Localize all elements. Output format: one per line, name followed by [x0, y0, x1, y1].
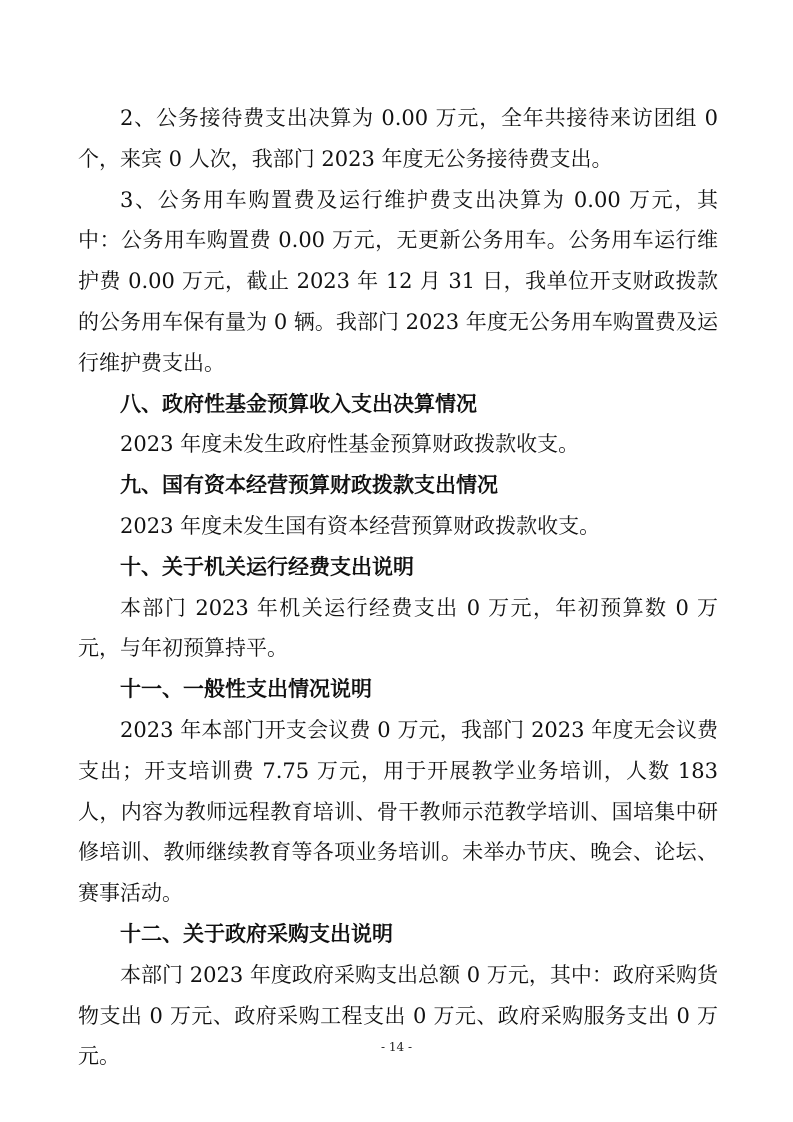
section-heading-11: 十一、一般性支出情况说明 — [120, 677, 372, 702]
document-body — [78, 98, 718, 1077]
paragraph-vehicle-expense: 3、公务用车购置费及运行维护费支出决算为 0.00 万元，其中：公务用车购置费 0.00 万元，无更新公务用车。公务用车运行维护费 0.00 万元，截止 2023 年 12 月 31 日，我单位开支财政拨款的公务用车保有量为 0 辆。我部门 2023 年度无公务用车购置费及运行维护费支出。 — [78, 187, 718, 375]
page-number: - 14 - — [380, 1040, 412, 1054]
section-heading-9: 九、国有资本经营预算财政拨款支出情况 — [120, 473, 498, 498]
paragraph-procurement: 本部门 2023 年度政府采购支出总额 0 万元，其中：政府采购货物支出 0 万元、政府采购工程支出 0 万元、政府采购服务支出 0 万元。 — [78, 962, 718, 1069]
paragraph-general-expense: 2023 年本部门开支会议费 0 万元，我部门 2023 年度无会议费支出；开支培训费 7.75 万元，用于开展教学业务培训，人数 183 人，内容为教师远程教育培训、骨干教师示范教学培训、国培集中研修培训、教师继续教育等各项业务培训。未举办节庆、晚会、论坛、赛事活动。 — [78, 717, 718, 906]
section-heading-10: 十、关于机关运行经费支出说明 — [120, 554, 414, 579]
paragraph-reception-expense: 2、公务接待费支出决算为 0.00 万元，全年共接待来访团组 0 个，来宾 0 人次，我部门 2023 年度无公务接待费支出。 — [78, 106, 718, 171]
paragraph-government-fund: 2023 年度未发生政府性基金预算财政拨款收支。 — [120, 432, 580, 457]
section-heading-12: 十二、关于政府采购支出说明 — [120, 921, 393, 946]
section-heading-8: 八、政府性基金预算收入支出决算情况 — [120, 391, 477, 416]
paragraph-state-capital: 2023 年度未发生国有资本经营预算财政拨款收支。 — [120, 513, 601, 538]
paragraph-operating-expense: 本部门 2023 年机关运行经费支出 0 万元，年初预算数 0 万元，与年初预算持平。 — [78, 595, 718, 661]
